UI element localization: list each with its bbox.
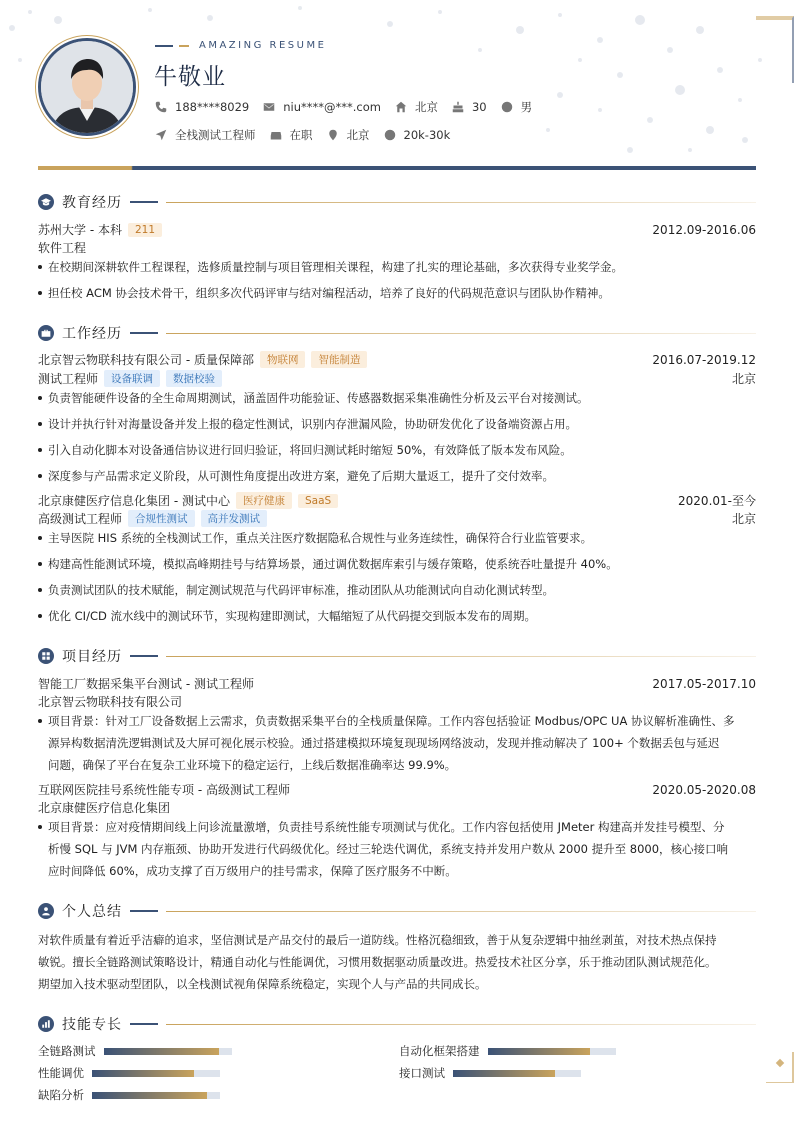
summary-line: 敏锐。擅长全链路测试策略设计，精通自动化与性能调优，习惯用数据驱动质量改进。热爱技术社区分享，乐于推动团队测试规范化。 bbox=[38, 955, 717, 969]
inbox-icon bbox=[270, 129, 282, 141]
candidate-name: 牛敬业 bbox=[154, 64, 226, 90]
email-item bbox=[263, 100, 381, 114]
hometown-text: 北京 bbox=[414, 100, 438, 114]
gender-item bbox=[501, 99, 533, 115]
role-tag: 数据校验 bbox=[166, 370, 222, 387]
briefcase-icon bbox=[38, 325, 54, 341]
corner-ornament-top-right bbox=[756, 16, 794, 83]
work-period: 2016.07-2019.12 bbox=[652, 352, 756, 367]
home-icon bbox=[395, 101, 407, 113]
mail-icon bbox=[263, 101, 275, 113]
skill-bar bbox=[488, 1048, 616, 1055]
skill-item bbox=[38, 1065, 220, 1081]
money-icon bbox=[384, 129, 396, 141]
summary-line: 对软件质量有着近乎洁癖的追求，坚信测试是产品交付的最后一道防线。性格沉稳细致，善于从复杂逻辑中抽丝剥茧，对技术热点保持 bbox=[38, 933, 717, 947]
section-rule-fade bbox=[166, 333, 756, 334]
gender-text: 男 bbox=[520, 100, 533, 114]
section-heading: 项目经历 bbox=[62, 649, 122, 665]
graduation-cap-icon bbox=[38, 194, 54, 210]
phone-item bbox=[155, 100, 249, 114]
section-heading: 个人总结 bbox=[62, 904, 122, 920]
project-title-row bbox=[38, 675, 756, 692]
project-company-row bbox=[38, 693, 756, 710]
phone-icon bbox=[155, 101, 167, 113]
section-heading: 技能专长 bbox=[62, 1017, 122, 1033]
tagline-rule-accent bbox=[179, 45, 189, 47]
company-tag: SaaS bbox=[298, 494, 338, 508]
summary-paragraph bbox=[38, 929, 756, 995]
section-rule bbox=[130, 332, 158, 334]
education-bullet: 在校期间深耕软件工程课程，选修质量控制与项目管理相关课程，构建了扎实的理论基础，多次获得专业奖学金。 bbox=[38, 256, 756, 278]
skill-bar bbox=[92, 1070, 220, 1077]
status-text: 在职 bbox=[289, 128, 313, 142]
company-tag: 医疗健康 bbox=[236, 492, 292, 509]
salary-text: 20k-30k bbox=[403, 128, 451, 142]
status-item bbox=[270, 127, 313, 143]
project-description bbox=[38, 710, 756, 776]
skill-bar-fill bbox=[104, 1048, 219, 1055]
location-pin-icon bbox=[327, 129, 339, 141]
project-company-row bbox=[38, 799, 756, 816]
job-intent-row bbox=[155, 127, 464, 143]
project-description-line: 应时间降低 60%，成功支撑了百万级用户的挂号需求，保障了医疗服务不中断。 bbox=[48, 864, 457, 878]
project-description-line: 析慢 SQL 与 JVM 内存瓶颈、协助开发进行代码级优化。经过三轮迭代调优，系统支持并发用户数从 2000 提升至 8000，核心接口响 bbox=[48, 842, 729, 856]
role-tag: 合规性测试 bbox=[128, 510, 195, 527]
section-rule-fade bbox=[166, 911, 756, 912]
skill-name: 性能调优 bbox=[38, 1066, 84, 1080]
contact-row bbox=[155, 99, 546, 115]
section-projects-title bbox=[38, 646, 756, 666]
skill-item bbox=[399, 1065, 581, 1081]
project-period: 2020.05-2020.08 bbox=[652, 782, 756, 797]
skill-bar bbox=[92, 1092, 220, 1099]
header-divider bbox=[38, 166, 756, 170]
work-company: 北京智云物联科技有限公司 - 质量保障部 bbox=[38, 353, 254, 367]
work-bullet: 深度参与产品需求定义阶段，从可测性角度提出改进方案，避免了后期大量返工，提升了交付效率。 bbox=[38, 465, 756, 487]
work-period: 2020.01-至今 bbox=[678, 494, 756, 508]
skill-bar-fill bbox=[92, 1092, 207, 1099]
education-period: 2012.09-2016.06 bbox=[652, 222, 756, 237]
work-location: 北京 bbox=[731, 512, 756, 526]
work-bullet: 引入自动化脚本对设备通信协议进行回归验证，将回归测试耗时缩短 50%，有效降低了版本发布风险。 bbox=[38, 439, 756, 461]
phone-text: 188****8029 bbox=[175, 100, 250, 114]
section-rule bbox=[130, 201, 158, 203]
work-location: 北京 bbox=[731, 372, 756, 386]
skill-bar-fill bbox=[453, 1070, 555, 1077]
section-rule-fade bbox=[166, 656, 756, 657]
salary-item bbox=[384, 128, 451, 142]
city-text: 北京 bbox=[346, 128, 370, 142]
school-name: 苏州大学 - 本科 bbox=[38, 223, 122, 237]
age-text: 30 bbox=[471, 100, 487, 114]
skill-item bbox=[38, 1043, 232, 1059]
email-text: niu****@***.com bbox=[283, 100, 381, 114]
avatar bbox=[38, 38, 136, 136]
skill-name: 全链路测试 bbox=[38, 1044, 96, 1058]
work-bullet: 负责智能硬件设备的全生命周期测试，涵盖固件功能验证、传感器数据采集准确性分析及云平台对接测试。 bbox=[38, 387, 756, 409]
project-title: 互联网医院挂号系统性能专项 - 高级测试工程师 bbox=[38, 783, 290, 797]
section-work-title bbox=[38, 323, 756, 343]
project-description-line: 问题，确保了平台在复杂工业环境下的稳定运行，上线后数据准确率达 99.9%。 bbox=[48, 758, 457, 772]
section-education-title bbox=[38, 192, 756, 212]
user-icon bbox=[38, 903, 54, 919]
section-skills-title bbox=[38, 1014, 756, 1034]
project-period: 2017.05-2017.10 bbox=[652, 676, 756, 691]
work-role-row bbox=[38, 370, 756, 387]
education-school-row bbox=[38, 221, 756, 238]
section-heading: 工作经历 bbox=[62, 326, 122, 342]
work-company-row bbox=[38, 492, 756, 509]
section-rule-fade bbox=[166, 202, 756, 203]
project-description bbox=[38, 816, 756, 882]
work-role-row bbox=[38, 510, 756, 527]
skill-item bbox=[399, 1043, 616, 1059]
project-title: 智能工厂数据采集平台测试 - 测试工程师 bbox=[38, 677, 254, 691]
role-tag: 设备联调 bbox=[104, 370, 160, 387]
company-tag: 物联网 bbox=[260, 351, 306, 368]
section-rule-fade bbox=[166, 1024, 756, 1025]
summary-line: 期望加入技术驱动型团队，以全栈测试视角保障系统稳定，实现个人与产品的共同成长。 bbox=[38, 977, 487, 991]
education-major-row bbox=[38, 239, 756, 256]
work-bullet: 设计并执行针对海量设备并发上报的稳定性测试，识别内存泄漏风险，协助研发优化了设备端资源占用。 bbox=[38, 413, 756, 435]
tagline-text: AMAZING RESUME bbox=[199, 40, 327, 51]
project-description-line: 项目背景：应对疫情期间线上问诊流量激增，负责挂号系统性能专项测试与优化。工作内容包括使用 JMeter 构建高并发挂号模型、分 bbox=[48, 820, 725, 834]
age-item bbox=[452, 100, 487, 114]
skill-item bbox=[38, 1087, 220, 1103]
skill-bar bbox=[453, 1070, 581, 1077]
work-company: 北京康健医疗信息化集团 - 测试中心 bbox=[38, 494, 230, 508]
major-name: 软件工程 bbox=[38, 241, 87, 255]
smile-icon bbox=[501, 101, 513, 113]
skill-bar bbox=[104, 1048, 232, 1055]
project-company: 北京智云物联科技有限公司 bbox=[38, 695, 183, 709]
project-description-line: 项目背景：针对工厂设备数据上云需求，负责数据采集平台的全栈质量保障。工作内容包括验证 Modbus/OPC UA 协议解析准确性、多 bbox=[48, 714, 735, 728]
work-bullet: 优化 CI/CD 流水线中的测试环节，实现构建即测试，大幅缩短了从代码提交到版本发布的周期。 bbox=[38, 605, 756, 627]
project-title-row bbox=[38, 781, 756, 798]
send-icon bbox=[155, 129, 167, 141]
work-role: 高级测试工程师 bbox=[38, 512, 123, 526]
corner-ornament-bottom-right bbox=[766, 1052, 794, 1083]
project-description-line: 源异构数据清洗逻辑测试及大屏可视化展示校验。通过搭建模拟环境复现现场网络波动，发现并推动解决了 100+ 个数据丢包与延迟 bbox=[48, 736, 720, 750]
tagline-rule bbox=[155, 45, 173, 47]
role-tag: 高并发测试 bbox=[201, 510, 268, 527]
bar-chart-icon bbox=[38, 1016, 54, 1032]
skill-bar-fill bbox=[488, 1048, 590, 1055]
project-company: 北京康健医疗信息化集团 bbox=[38, 801, 171, 815]
job-title-text: 全栈测试工程师 bbox=[175, 128, 256, 142]
section-heading: 教育经历 bbox=[62, 195, 122, 211]
work-bullet: 构建高性能测试环境，模拟高峰期挂号与结算场景，通过调优数据库索引与缓存策略，使系统吞吐量提升 40%。 bbox=[38, 553, 756, 575]
work-role: 测试工程师 bbox=[38, 372, 99, 386]
section-rule bbox=[130, 1023, 158, 1025]
work-company-row bbox=[38, 351, 756, 368]
section-rule bbox=[130, 910, 158, 912]
skill-bar-fill bbox=[92, 1070, 194, 1077]
skill-name: 接口测试 bbox=[399, 1066, 445, 1080]
cake-icon bbox=[452, 101, 464, 113]
work-bullet: 负责测试团队的技术赋能，制定测试规范与代码评审标准，推动团队从功能测试向自动化测试转型。 bbox=[38, 579, 756, 601]
job-title-item bbox=[155, 127, 256, 143]
city-item bbox=[327, 127, 370, 143]
company-tag: 智能制造 bbox=[311, 351, 367, 368]
section-rule bbox=[130, 655, 158, 657]
skill-name: 自动化框架搭建 bbox=[399, 1044, 480, 1058]
person-photo-icon bbox=[41, 41, 133, 133]
hometown-item bbox=[395, 99, 438, 115]
skill-name: 缺陷分析 bbox=[38, 1088, 84, 1102]
grid-icon bbox=[38, 648, 54, 664]
resume-tagline bbox=[155, 40, 326, 51]
section-summary-title bbox=[38, 901, 756, 921]
school-badge: 211 bbox=[128, 223, 162, 237]
work-bullet: 主导医院 HIS 系统的全栈测试工作，重点关注医疗数据隐私合规性与业务连续性，确保符合行业监管要求。 bbox=[38, 527, 756, 549]
education-bullet: 担任校 ACM 协会技术骨干，组织多次代码评审与结对编程活动，培养了良好的代码规范意识与团队协作精神。 bbox=[38, 282, 756, 304]
